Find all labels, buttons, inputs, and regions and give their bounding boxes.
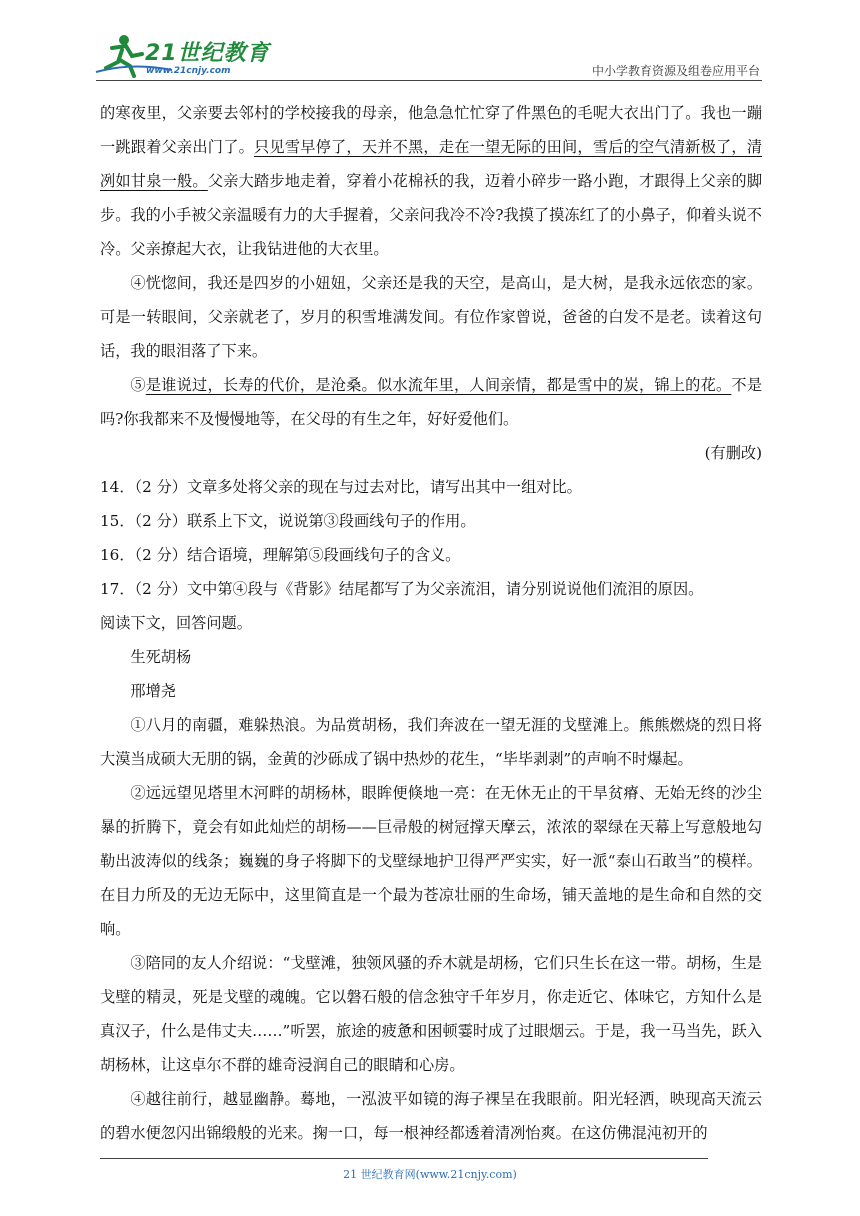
passage2-author: 邢增尧 [130,682,176,700]
footer-divider [100,1158,708,1159]
question-17: 17．（2 分）文中第④段与《背影》结尾都写了为父亲流泪，请分别说说他们流泪的原因。 [100,580,704,598]
passage2-paragraph-4: ④越往前行，越显幽静。蓦地，一泓波平如镜的海子裸呈在我眼前。阳光轻洒，映现高天流云的碧水便忽闪出锦缎般的光来。掬一口，每一根神经都透着清冽怡爽。在这仿佛混沌初开的 [100,1090,762,1142]
passage2-paragraph-3: ③陪同的友人介绍说：“戈壁滩，独领风骚的乔木就是胡杨，它们只生长在这一带。胡杨，生是戈壁的精灵，死是戈壁的魂魄。它以磐石般的信念独守千年岁月，你走近它、体味它，方知什么是真汉子，什么是伟丈夫……”听罢，旅途的疲惫和困顿霎时成了过眼烟云。于是，我一马当先，跃入胡杨林，让这卓尔不群的雄奇浸润自己的眼睛和心房。 [100,954,762,1074]
p5-number: ⑤ [130,376,146,394]
logo-url: www.21cnjy.com [146,66,231,76]
question-15: 15．（2 分）联系上下文，说说第③段画线句子的作用。 [100,512,476,530]
logo-text: 21世纪教育 [145,41,270,66]
p5-text-b: 不是吗?你我都来不及慢慢地等，在父母的有生之年，好好爱他们。 [100,376,763,428]
header-tagline: 中小学教育资源及组卷应用平台 [591,64,760,78]
p3-underlined-sentence: 只见雪早停了，天并不黑，走在一望无际的田间，雪后的空气清新极了，清冽如甘泉一般。 [100,138,763,190]
passage1-paragraph-3 [100,96,762,266]
question-14: 14．（2 分）文章多处将父亲的现在与过去对比，请写出其中一组对比。 [100,478,582,496]
p3-text-b: 父亲大踏步地走着，穿着小花棉袄的我，迈着小碎步一路小跑，才跟得上父亲的脚步。我的小手被父亲温暖有力的大手握着，父亲问我冷不冷?我摸了摸冻红了的小鼻子，仰着头说不冷。父亲撩起大衣，让我钻进他的大衣里。 [100,172,763,258]
page-footer: 21 世纪教育网(www.21cnjy.com) [343,1168,517,1181]
document-body [100,96,762,1150]
page-header [0,0,860,90]
p5-underlined-sentence: 是谁说过，长寿的代价，是沧桑。似水流年里，人间亲情，都是雪中的炭，锦上的花。 [145,376,732,394]
passage2-paragraph-2: ②远远望见塔里木河畔的胡杨林，眼眸便倏地一亮：在无休无止的干旱贫瘠、无始无终的沙尘暴的折腾下，竟会有如此灿烂的胡杨——巨帚般的树冠撑天摩云，浓浓的翠绿在天幕上写意般地勾勒出波涛似的线条；巍巍的身子将脚下的戈壁绿地护卫得严严实实，好一派“泰山石敢当”的模样。在目力所及的无边无际中，这里简直是一个最为苍凉壮丽的生命场，铺天盖地的是生命和自然的交响。 [100,784,762,938]
source-note: (有删改) [704,444,762,462]
p3-text-a: 的寒夜里，父亲要去邻村的学校接我的母亲，他急急忙忙穿了件黑色的毛呢大衣出门了。我也一蹦一跳跟着父亲出门了。 [100,104,762,156]
passage1-paragraph-5 [100,368,762,436]
passage2-paragraph-1: ①八月的南疆，难躲热浪。为品赏胡杨，我们奔波在一望无涯的戈壁滩上。熊熊燃烧的烈日将大漠当成硕大无朋的锅，金黄的沙砾成了锅中热炒的花生，“毕毕剥剥”的声响不时爆起。 [100,716,762,768]
passage1-paragraph-4: ④恍惚间，我还是四岁的小妞妞，父亲还是我的天空，是高山，是大树，是我永远依恋的家。可是一转眼间，父亲就老了，岁月的积雪堆满发间。有位作家曾说，爸爸的白发不是老。读着这句话，我的眼泪落了下来。 [100,274,762,360]
question-16: 16．（2 分）结合语境，理解第⑤段画线句子的含义。 [100,546,461,564]
header-divider [96,80,762,81]
reading-instruction: 阅读下文，回答问题。 [100,614,252,632]
passage2-title: 生死胡杨 [130,648,192,666]
